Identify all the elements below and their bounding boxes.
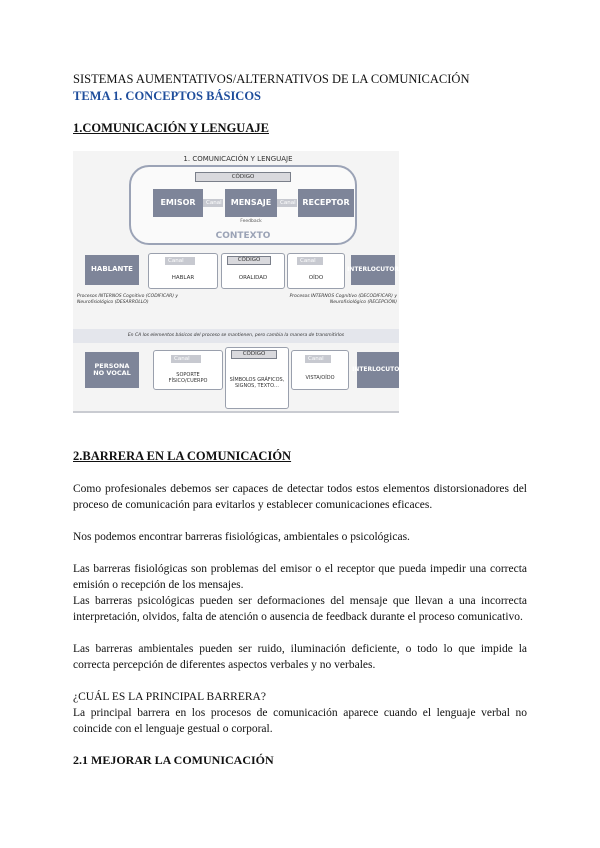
contexto-label: CONTEXTO: [215, 231, 271, 241]
hablante-box: HABLANTE: [85, 255, 139, 285]
row2-canal-1: Canal: [171, 355, 201, 363]
band-note: En CA los elementos básicos del proceso se mantienen, pero cambia la manera de transmitirlos: [127, 333, 345, 338]
row1-canal-2: Canal: [297, 257, 323, 265]
receptor-box: RECEPTOR: [298, 189, 354, 217]
answer: La principal barrera en los procesos de comunicación aparece cuando el lenguaje verbal no coincide con el lenguaje gestual o corporal.: [73, 707, 527, 735]
row2-canal-2: Canal: [305, 355, 331, 363]
section-2-1-heading: 2.1 MEJORAR LA COMUNICACIÓN: [73, 753, 274, 767]
row1-canal-1: Canal: [165, 257, 195, 265]
row2-codigo-label: CÓDIGO: [231, 350, 277, 359]
top-codigo-label: CÓDIGO: [195, 172, 291, 182]
left-process-note: Procesos INTERNOS Cognitivo (CODIFICAR) y Neurofisiológico (DESARROLLO): [77, 294, 179, 305]
right-process-note: Procesos INTERNOS Cognitivo (DECODIFICAR) y Neurofisiológico (RECEPCIÓN): [289, 294, 397, 305]
row1-oralidad: ORALIDAD: [238, 275, 268, 281]
paragraph-3c: Las barreras ambientales pueden ser ruido, iluminación deficiente, o todo lo que impide la correcta percepción de diferentes aspectos verbales y no verbales.: [73, 643, 527, 671]
question: ¿CUÁL ES LA PRINCIPAL BARRERA?: [73, 691, 266, 703]
row2-interlocutor-box: INTERLOCUTOR: [357, 352, 399, 388]
figure-title: 1. COMUNICACIÓN Y LENGUAJE: [183, 155, 293, 163]
row2-soporte: SOPORTE FÍSICO/CUERPO: [168, 372, 208, 384]
paragraph-3a: Las barreras fisiológicas son problemas del emisor o el receptor que pueda impedir una correcta emisión o recepción de los mensajes.: [73, 563, 527, 591]
emisor-box: EMISOR: [153, 189, 203, 217]
row1-codigo-label: CÓDIGO: [227, 256, 271, 265]
row2-simbolos: SÍMBOLOS GRÁFICOS, SIGNOS, TEXTO…: [229, 377, 285, 389]
row1-hablar: HABLAR: [171, 275, 195, 281]
row1-interlocutor-box: INTERLOCUTOR: [351, 255, 395, 285]
feedback-label: Feedback: [240, 219, 262, 224]
section-2-heading: 2.BARRERA EN LA COMUNICACIÓN: [73, 449, 292, 463]
communication-diagram: [73, 151, 404, 413]
tema-heading: TEMA 1. CONCEPTOS BÁSICOS: [73, 89, 262, 103]
paragraph-2: Nos podemos encontrar barreras fisiológicas, ambientales o psicológicas.: [73, 531, 410, 543]
paragraph-1: Como profesionales debemos ser capaces de detectar todos estos elementos distorsionadores del proceso de comunicación para evitarlos y establecer comunicaciones eficaces.: [73, 483, 527, 511]
section-1-heading: 1.COMUNICACIÓN Y LENGUAJE: [73, 121, 269, 135]
document-title: SISTEMAS AUMENTATIVOS/ALTERNATIVOS DE LA COMUNICACIÓN: [73, 72, 470, 86]
row1-oido: OÍDO: [308, 275, 324, 281]
canal-arrow-2: Canal: [277, 199, 297, 207]
mensaje-box: MENSAJE: [225, 189, 277, 217]
paragraph-3b: Las barreras psicológicas pueden ser deformaciones del mensaje que llevan a una incorrecta interpretación, olvidos, falta de atención o ausencia de feedback durante el proceso comunicativo.: [73, 595, 527, 623]
row2-vista-oido: VISTA/OÍDO: [305, 375, 335, 381]
persona-no-vocal-box: PERSONA NO VOCAL: [85, 352, 139, 388]
figure-bottom-rule: [73, 411, 399, 413]
canal-arrow-1: Canal: [203, 199, 223, 207]
